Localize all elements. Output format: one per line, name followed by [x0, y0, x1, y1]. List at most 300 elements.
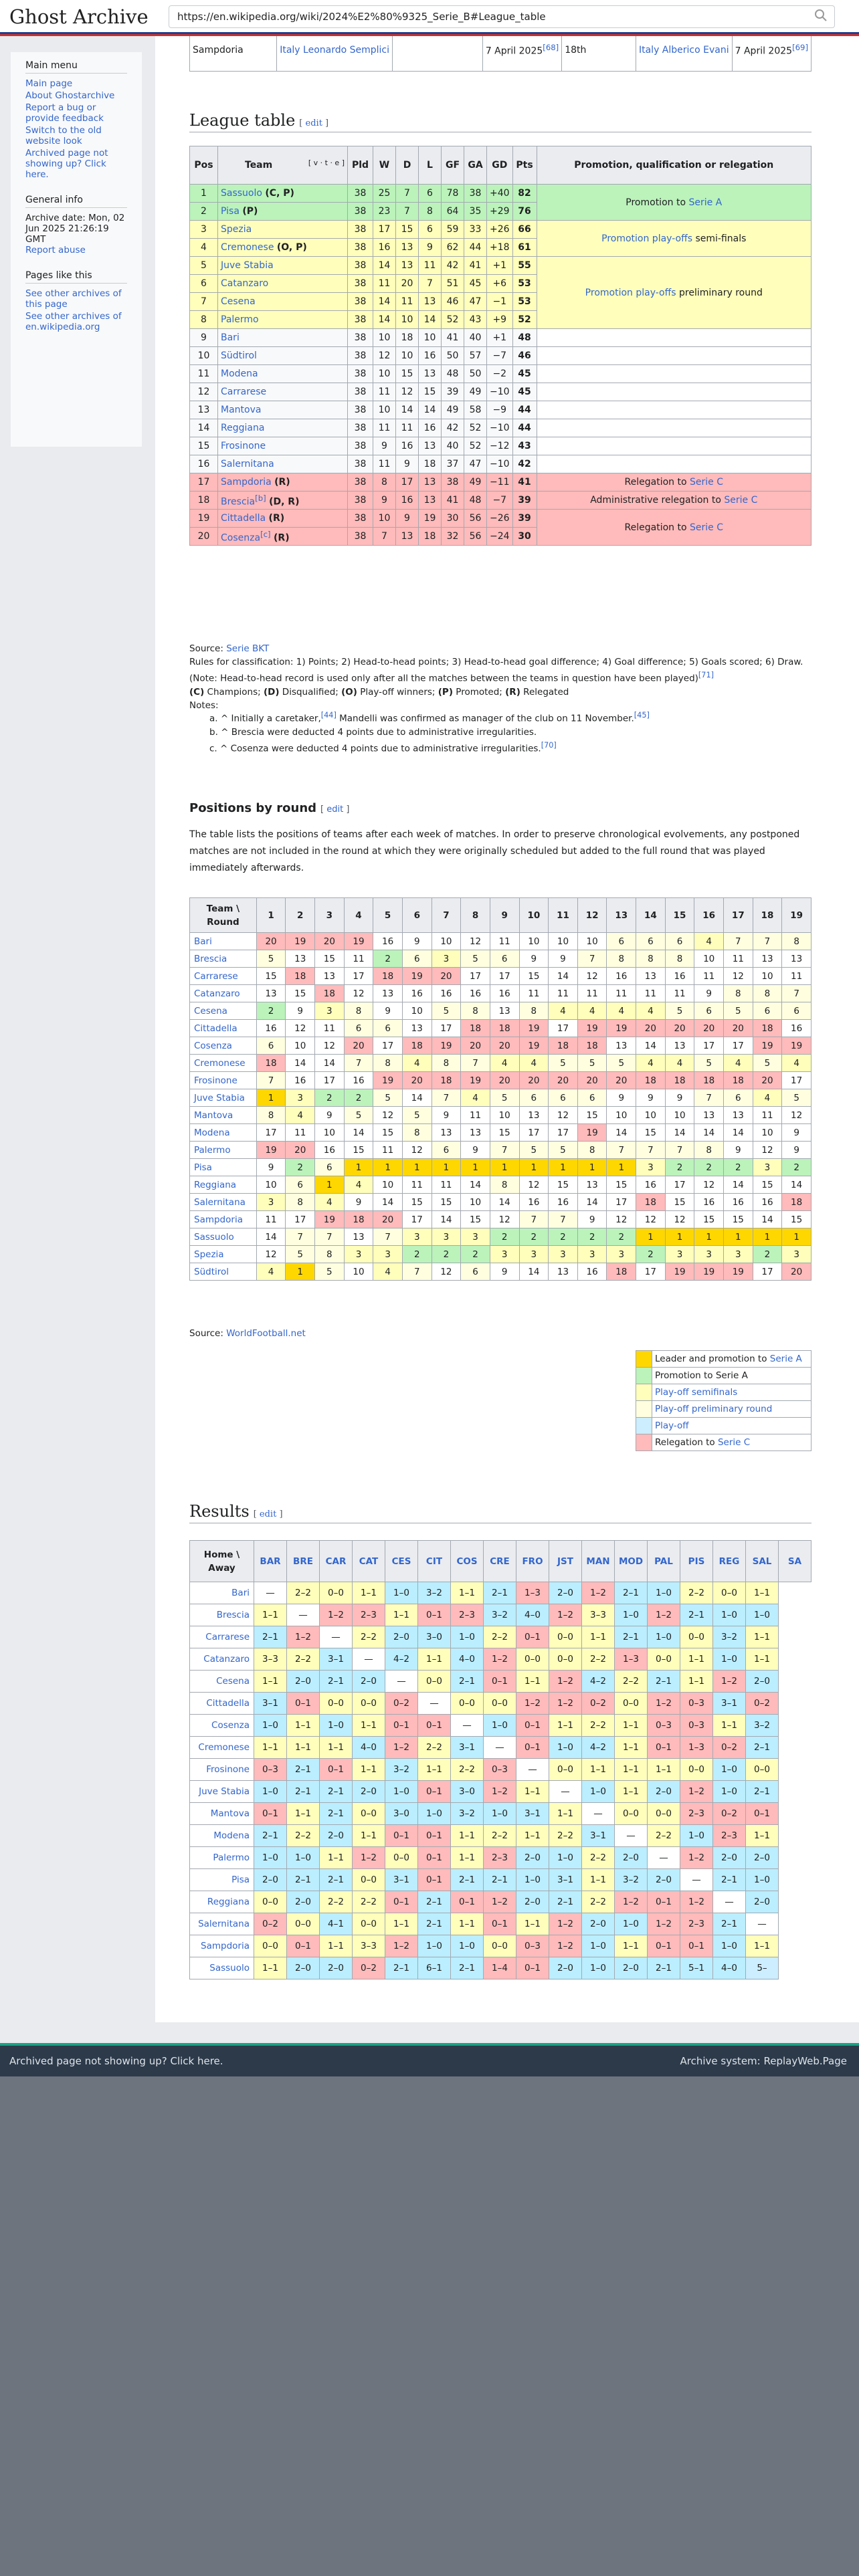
match-score-link[interactable]: 1–0	[295, 1852, 311, 1863]
match-score-link[interactable]: 0–3	[262, 1764, 278, 1775]
match-score-link[interactable]: 1–0	[623, 1919, 639, 1929]
match-score-link[interactable]: 2–0	[656, 1874, 672, 1885]
match-score-link[interactable]: 1–1	[459, 1588, 475, 1598]
match-score-link[interactable]: 2–3	[361, 1610, 377, 1620]
match-score-link[interactable]: 2–1	[492, 1874, 508, 1885]
match-score-link[interactable]: 2–2	[590, 1852, 606, 1863]
match-score-link[interactable]: 1–1	[590, 1874, 606, 1885]
match-score-link[interactable]: 1–1	[328, 1742, 344, 1753]
col-l[interactable]: L	[419, 146, 442, 185]
col-pld[interactable]: Pld	[348, 146, 373, 185]
match-score-link[interactable]: 1–1	[688, 1676, 704, 1687]
match-score-link[interactable]: 2–2	[590, 1654, 606, 1665]
match-score-link[interactable]: 0–1	[426, 1786, 442, 1797]
team-link[interactable]: Sassuolo	[194, 1231, 234, 1243]
source-link[interactable]: Serie BKT	[226, 643, 270, 654]
match-score-link[interactable]: 4–0	[721, 1963, 737, 1973]
match-score-link[interactable]: 1–0	[688, 1830, 704, 1841]
match-score-link[interactable]: 2–2	[557, 1830, 573, 1841]
away-team-header[interactable]: MOD	[615, 1541, 648, 1582]
sidebar-link[interactable]: Switch to the old website look	[25, 125, 102, 146]
match-score-link[interactable]: 1–0	[262, 1852, 278, 1863]
match-score-link[interactable]: 1–2	[393, 1742, 409, 1753]
match-score-link[interactable]: 2–0	[557, 1588, 573, 1598]
match-score-link[interactable]: 1–0	[721, 1941, 737, 1951]
team-link[interactable]: Cremonese	[194, 1057, 246, 1069]
team-link[interactable]: Brescia	[216, 1610, 250, 1620]
match-score-link[interactable]: 0–0	[557, 1654, 573, 1665]
match-score-link[interactable]: 2–0	[295, 1897, 311, 1907]
match-score-link[interactable]: 1–1	[721, 1720, 737, 1731]
match-score-link[interactable]: 2–1	[328, 1808, 344, 1819]
match-score-link[interactable]: 1–2	[492, 1786, 508, 1797]
match-score-link[interactable]: 2–1	[262, 1632, 278, 1642]
ghost-archive-logo[interactable]: Ghost Archive	[9, 5, 149, 28]
match-score-link[interactable]: 1–1	[524, 1786, 541, 1797]
match-score-link[interactable]: 3–3	[590, 1610, 606, 1620]
navbox-controls[interactable]: [ v · t · e ]	[308, 158, 345, 167]
team-link[interactable]: Reggiana	[194, 1179, 237, 1190]
match-score-link[interactable]: 0–1	[754, 1808, 770, 1819]
col-d[interactable]: D	[396, 146, 419, 185]
away-team-header[interactable]: FRO	[516, 1541, 549, 1582]
team-link[interactable]: Frosinone	[194, 1075, 237, 1086]
sidebar-link[interactable]: Main page	[25, 78, 73, 89]
team-link[interactable]: Cremonese	[198, 1742, 250, 1753]
match-score-link[interactable]: 1–2	[393, 1941, 409, 1951]
match-score-link[interactable]: 2–1	[459, 1874, 475, 1885]
team-link[interactable]: Salernitana	[221, 459, 274, 469]
match-score-link[interactable]: 2–1	[754, 1786, 770, 1797]
match-score-link[interactable]: 2–1	[688, 1610, 704, 1620]
match-score-link[interactable]: 2–1	[721, 1874, 737, 1885]
match-score-link[interactable]: 1–1	[557, 1808, 573, 1819]
team-link[interactable]: Bari	[231, 1588, 250, 1598]
match-score-link[interactable]: 0–1	[656, 1897, 672, 1907]
match-score-link[interactable]: 2–2	[361, 1897, 377, 1907]
team-link[interactable]: Brescia	[194, 953, 227, 964]
match-score-link[interactable]: 4–0	[459, 1654, 475, 1665]
away-team-header[interactable]: CES	[385, 1541, 418, 1582]
match-score-link[interactable]: 0–1	[426, 1610, 442, 1620]
edit-link[interactable]: [ edit ]	[253, 1509, 283, 1519]
match-score-link[interactable]: 1–2	[557, 1698, 573, 1709]
match-score-link[interactable]: 2–1	[328, 1874, 344, 1885]
match-score-link[interactable]: 1–2	[524, 1698, 541, 1709]
team-link[interactable]: Bari	[194, 936, 212, 947]
match-score-link[interactable]: 1–2	[557, 1610, 573, 1620]
match-score-link[interactable]: 2–0	[361, 1676, 377, 1687]
team-link[interactable]: Reggiana	[207, 1897, 250, 1907]
match-score-link[interactable]: 1–1	[623, 1941, 639, 1951]
team-link[interactable]: Cesena	[221, 296, 256, 307]
match-score-link[interactable]: 1–2	[492, 1654, 508, 1665]
match-score-link[interactable]: 2–2	[623, 1676, 639, 1687]
match-score-link[interactable]: 2–1	[656, 1963, 672, 1973]
match-score-link[interactable]: 1–2	[328, 1610, 344, 1620]
match-score-link[interactable]: 1–0	[492, 1720, 508, 1731]
match-score-link[interactable]: 1–1	[688, 1654, 704, 1665]
team-link[interactable]: Reggiana	[221, 423, 265, 433]
match-score-link[interactable]: 1–0	[623, 1610, 639, 1620]
match-score-link[interactable]: 0–1	[656, 1742, 672, 1753]
away-team-header[interactable]: REG	[713, 1541, 746, 1582]
match-score-link[interactable]: 1–2	[295, 1632, 311, 1642]
match-score-link[interactable]: 2–1	[656, 1676, 672, 1687]
match-score-link[interactable]: 1–0	[590, 1941, 606, 1951]
sidebar-link[interactable]: About Ghostarchive	[25, 90, 115, 101]
match-score-link[interactable]: 2–1	[295, 1764, 311, 1775]
match-score-link[interactable]: 0–0	[393, 1852, 409, 1863]
match-score-link[interactable]: 1–0	[721, 1786, 737, 1797]
match-score-link[interactable]: 0–0	[262, 1941, 278, 1951]
team-link[interactable]: Mantova	[221, 405, 262, 415]
match-score-link[interactable]: 0–0	[492, 1698, 508, 1709]
qualification-link[interactable]: Serie A	[688, 197, 723, 208]
match-score-link[interactable]: 2–2	[295, 1830, 311, 1841]
match-score-link[interactable]: 0–1	[524, 1720, 541, 1731]
team-link[interactable]: Palermo	[221, 314, 259, 325]
match-score-link[interactable]: 0–3	[656, 1720, 672, 1731]
match-score-link[interactable]: 3–1	[721, 1698, 737, 1709]
match-score-link[interactable]: 0–0	[361, 1874, 377, 1885]
match-score-link[interactable]: 2–0	[328, 1830, 344, 1841]
match-score-link[interactable]: 0–0	[361, 1808, 377, 1819]
match-score-link[interactable]: 0–0	[688, 1632, 704, 1642]
match-score-link[interactable]: 0–2	[590, 1698, 606, 1709]
match-score-link[interactable]: 2–0	[295, 1676, 311, 1687]
away-team-header[interactable]: SA	[779, 1541, 812, 1582]
match-score-link[interactable]: 1–3	[623, 1654, 639, 1665]
match-score-link[interactable]: 1–1	[295, 1742, 311, 1753]
match-score-link[interactable]: 1–2	[688, 1852, 704, 1863]
match-score-link[interactable]: 0–1	[295, 1941, 311, 1951]
match-score-link[interactable]: 0–2	[393, 1698, 409, 1709]
match-score-link[interactable]: 2–2	[492, 1632, 508, 1642]
match-score-link[interactable]: 2–2	[426, 1742, 442, 1753]
team-link[interactable]: Sampdoria	[194, 1214, 243, 1225]
away-team-header[interactable]: SAL	[746, 1541, 779, 1582]
team-link[interactable]: Cesena	[216, 1676, 250, 1687]
match-score-link[interactable]: 1–0	[524, 1874, 541, 1885]
team-link[interactable]: Mantova	[210, 1808, 250, 1819]
team-link[interactable]: Cittadella	[194, 1023, 237, 1034]
team-link[interactable]: Modena	[221, 368, 258, 379]
match-score-link[interactable]: 1–0	[557, 1742, 573, 1753]
match-score-link[interactable]: 2–0	[393, 1632, 409, 1642]
match-score-link[interactable]: 2–1	[557, 1897, 573, 1907]
col-ga[interactable]: GA	[464, 146, 487, 185]
match-score-link[interactable]: 2–2	[295, 1588, 311, 1598]
match-score-link[interactable]: 0–0	[623, 1808, 639, 1819]
match-score-link[interactable]: 2–1	[721, 1919, 737, 1929]
match-score-link[interactable]: 1–1	[754, 1941, 770, 1951]
team-link[interactable]: Cosenza	[211, 1720, 250, 1731]
qualification-link[interactable]: Promotion play-offs	[585, 287, 676, 298]
match-score-link[interactable]: 1–1	[459, 1852, 475, 1863]
match-score-link[interactable]: 1–1	[262, 1963, 278, 1973]
match-score-link[interactable]: 3–3	[262, 1654, 278, 1665]
match-score-link[interactable]: 2–2	[656, 1830, 672, 1841]
match-score-link[interactable]: 2–1	[492, 1588, 508, 1598]
match-score-link[interactable]: 2–2	[295, 1654, 311, 1665]
match-score-link[interactable]: 0–1	[393, 1720, 409, 1731]
match-score-link[interactable]: 2–1	[754, 1742, 770, 1753]
match-score-link[interactable]: 1–0	[459, 1632, 475, 1642]
match-score-link[interactable]: 3–1	[393, 1874, 409, 1885]
match-score-link[interactable]: 1–0	[262, 1786, 278, 1797]
match-score-link[interactable]: 1–1	[623, 1764, 639, 1775]
qualification-link[interactable]: Serie C	[690, 477, 723, 488]
team-link[interactable]: Cittadella	[206, 1698, 250, 1709]
match-score-link[interactable]: 1–1	[623, 1720, 639, 1731]
team-link[interactable]: Spezia	[194, 1249, 224, 1260]
match-score-link[interactable]: 0–1	[328, 1764, 344, 1775]
match-score-link[interactable]: 2–1	[459, 1963, 475, 1973]
match-score-link[interactable]: 1–1	[754, 1588, 770, 1598]
match-score-link[interactable]: 0–1	[295, 1698, 311, 1709]
match-score-link[interactable]: 1–1	[623, 1786, 639, 1797]
match-score-link[interactable]: 1–3	[688, 1742, 704, 1753]
match-score-link[interactable]: 0–2	[754, 1698, 770, 1709]
sidebar-link[interactable]: See other archives of en.wikipedia.org	[25, 311, 122, 332]
match-score-link[interactable]: 1–1	[524, 1830, 541, 1841]
match-score-link[interactable]: 1–1	[393, 1610, 409, 1620]
team-link[interactable]: Südtirol	[194, 1266, 229, 1277]
match-score-link[interactable]: 3–0	[459, 1786, 475, 1797]
away-team-header[interactable]: BAR	[254, 1541, 287, 1582]
sidebar-link[interactable]: Archived page not showing up? Click here.	[25, 148, 108, 180]
team-link[interactable]: Frosinone	[206, 1764, 250, 1775]
away-team-header[interactable]: PAL	[648, 1541, 680, 1582]
away-team-header[interactable]: PIS	[680, 1541, 713, 1582]
match-score-link[interactable]: 0–0	[688, 1764, 704, 1775]
match-score-link[interactable]: 1–1	[754, 1654, 770, 1665]
match-score-link[interactable]: 0–1	[524, 1742, 541, 1753]
match-score-link[interactable]: 1–0	[590, 1786, 606, 1797]
team-link[interactable]: Sampdoria	[221, 477, 272, 488]
match-score-link[interactable]: 3–1	[557, 1874, 573, 1885]
match-score-link[interactable]: 1–2	[688, 1897, 704, 1907]
match-score-link[interactable]: 0–1	[393, 1830, 409, 1841]
match-score-link[interactable]: 1–2	[656, 1698, 672, 1709]
match-score-link[interactable]: 2–2	[492, 1830, 508, 1841]
qualification-link[interactable]: Serie C	[724, 495, 758, 506]
team-link[interactable]: Juve Stabia	[221, 260, 274, 271]
away-team-header[interactable]: CRE	[484, 1541, 516, 1582]
match-score-link[interactable]: 3–3	[361, 1941, 377, 1951]
incoming-manager-link[interactable]: Italy Alberico Evani	[638, 44, 729, 56]
match-score-link[interactable]: 1–1	[361, 1764, 377, 1775]
match-score-link[interactable]: 0–2	[721, 1808, 737, 1819]
match-score-link[interactable]: 0–0	[656, 1808, 672, 1819]
match-score-link[interactable]: 3–0	[393, 1808, 409, 1819]
team-link[interactable]: Palermo	[194, 1144, 231, 1156]
away-team-header[interactable]: BRE	[287, 1541, 320, 1582]
match-score-link[interactable]: 1–2	[721, 1676, 737, 1687]
match-score-link[interactable]: 1–0	[459, 1941, 475, 1951]
match-score-link[interactable]: 1–3	[524, 1588, 541, 1598]
match-score-link[interactable]: 1–0	[656, 1632, 672, 1642]
team-link[interactable]: Cesena	[194, 1005, 227, 1016]
team-link[interactable]: Brescia	[221, 496, 256, 508]
match-score-link[interactable]: 1–0	[426, 1808, 442, 1819]
match-score-link[interactable]: 2–1	[295, 1874, 311, 1885]
match-score-link[interactable]: 0–1	[426, 1852, 442, 1863]
match-score-link[interactable]: 1–2	[656, 1610, 672, 1620]
match-score-link[interactable]: 0–0	[295, 1919, 311, 1929]
match-score-link[interactable]: 0–0	[262, 1897, 278, 1907]
match-score-link[interactable]: 1–0	[492, 1808, 508, 1819]
qualification-link[interactable]: Promotion play-offs	[601, 233, 693, 244]
sidebar-link[interactable]: See other archives of this page	[25, 288, 122, 310]
match-score-link[interactable]: 1–0	[393, 1786, 409, 1797]
col-pos[interactable]: Pos	[190, 146, 218, 185]
match-score-link[interactable]: 1–0	[754, 1874, 770, 1885]
team-link[interactable]: Cosenza	[194, 1040, 232, 1051]
match-score-link[interactable]: 0–1	[459, 1897, 475, 1907]
team-link[interactable]: Salernitana	[198, 1919, 250, 1929]
match-score-link[interactable]: 1–1	[295, 1720, 311, 1731]
match-score-link[interactable]: 1–1	[754, 1830, 770, 1841]
match-score-link[interactable]: 2–2	[590, 1720, 606, 1731]
match-score-link[interactable]: 0–0	[426, 1676, 442, 1687]
edit-link[interactable]: [ edit ]	[320, 804, 350, 815]
away-team-header[interactable]: MAN	[582, 1541, 615, 1582]
team-link[interactable]: Sassuolo	[209, 1963, 250, 1973]
match-score-link[interactable]: 0–1	[524, 1632, 541, 1642]
match-score-link[interactable]: 3–2	[754, 1720, 770, 1731]
team-link[interactable]: Carrarese	[194, 970, 238, 982]
match-score-link[interactable]: 2–0	[754, 1852, 770, 1863]
match-score-link[interactable]: 0–1	[426, 1874, 442, 1885]
match-score-link[interactable]: 0–0	[524, 1654, 541, 1665]
match-score-link[interactable]: 3–1	[590, 1830, 606, 1841]
match-score-link[interactable]: 4–2	[393, 1654, 409, 1665]
col-pts[interactable]: Pts	[512, 146, 537, 185]
match-score-link[interactable]: 3–1	[459, 1742, 475, 1753]
match-score-link[interactable]: 3–2	[459, 1808, 475, 1819]
match-score-link[interactable]: 2–1	[623, 1632, 639, 1642]
match-score-link[interactable]: 3–1	[262, 1698, 278, 1709]
match-score-link[interactable]: 2–1	[295, 1786, 311, 1797]
team-link[interactable]: Catanzaro	[221, 278, 269, 289]
match-score-link[interactable]: 1–0	[426, 1941, 442, 1951]
match-score-link[interactable]: 5–	[757, 1963, 767, 1973]
match-score-link[interactable]: 2–1	[262, 1830, 278, 1841]
sidebar-link[interactable]: Report abuse	[25, 245, 86, 255]
match-score-link[interactable]: 4–2	[590, 1742, 606, 1753]
match-score-link[interactable]: 0–1	[492, 1676, 508, 1687]
match-score-link[interactable]: 2–0	[262, 1874, 278, 1885]
away-team-header[interactable]: CAT	[353, 1541, 385, 1582]
match-score-link[interactable]: 0–0	[361, 1698, 377, 1709]
team-link[interactable]: Spezia	[221, 224, 252, 235]
match-score-link[interactable]: 0–1	[524, 1963, 541, 1973]
match-score-link[interactable]: 2–2	[590, 1897, 606, 1907]
url-input[interactable]: https://en.wikipedia.org/wiki/2024%E2%80%9325_Serie_B#League_table	[169, 5, 835, 28]
team-link[interactable]: Mantova	[194, 1109, 233, 1121]
match-score-link[interactable]: 2–1	[623, 1588, 639, 1598]
match-score-link[interactable]: 0–3	[524, 1941, 541, 1951]
match-score-link[interactable]: 0–0	[721, 1588, 737, 1598]
match-score-link[interactable]: 0–3	[688, 1698, 704, 1709]
team-link[interactable]: Juve Stabia	[199, 1786, 250, 1797]
match-score-link[interactable]: 0–3	[688, 1720, 704, 1731]
team-link[interactable]: Catanzaro	[203, 1654, 250, 1665]
match-score-link[interactable]: 1–1	[426, 1654, 442, 1665]
match-score-link[interactable]: 1–1	[361, 1720, 377, 1731]
match-score-link[interactable]: 1–1	[459, 1830, 475, 1841]
match-score-link[interactable]: 4–1	[328, 1919, 344, 1929]
archive-help-link[interactable]: Archived page not showing up? Click here.	[9, 2055, 223, 2067]
match-score-link[interactable]: 0–0	[623, 1698, 639, 1709]
match-score-link[interactable]: 0–0	[328, 1698, 344, 1709]
match-score-link[interactable]: 3–2	[492, 1610, 508, 1620]
team-link[interactable]: Bari	[221, 332, 240, 343]
match-score-link[interactable]: 1–0	[590, 1963, 606, 1973]
match-score-link[interactable]: 0–2	[361, 1963, 377, 1973]
match-score-link[interactable]: 0–2	[721, 1742, 737, 1753]
col-gd[interactable]: GD	[487, 146, 513, 185]
match-score-link[interactable]: 1–1	[557, 1720, 573, 1731]
match-score-link[interactable]: 2–0	[754, 1676, 770, 1687]
match-score-link[interactable]: 2–0	[295, 1963, 311, 1973]
edit-link[interactable]: [ edit ]	[299, 118, 329, 128]
match-score-link[interactable]: 1–2	[557, 1919, 573, 1929]
match-score-link[interactable]: 3–2	[426, 1588, 442, 1598]
match-score-link[interactable]: 1–1	[623, 1742, 639, 1753]
match-score-link[interactable]: 1–1	[361, 1830, 377, 1841]
team-link[interactable]: Salernitana	[194, 1196, 246, 1208]
col-team[interactable]: Team [ v · t · e ]	[218, 146, 348, 185]
match-score-link[interactable]: 0–0	[492, 1941, 508, 1951]
match-score-link[interactable]: 3–1	[524, 1808, 541, 1819]
match-score-link[interactable]: 2–3	[688, 1808, 704, 1819]
team-link[interactable]: Catanzaro	[194, 988, 240, 999]
match-score-link[interactable]: 4–2	[590, 1676, 606, 1687]
match-score-link[interactable]: 2–1	[459, 1676, 475, 1687]
match-score-link[interactable]: 2–0	[328, 1963, 344, 1973]
match-score-link[interactable]: 1–0	[393, 1588, 409, 1598]
match-score-link[interactable]: 0–1	[262, 1808, 278, 1819]
match-score-link[interactable]: 1–1	[590, 1632, 606, 1642]
match-score-link[interactable]: 1–4	[492, 1963, 508, 1973]
match-score-link[interactable]: 3–2	[721, 1632, 737, 1642]
match-score-link[interactable]: 1–1	[328, 1852, 344, 1863]
match-score-link[interactable]: 1–0	[262, 1720, 278, 1731]
match-score-link[interactable]: 1–1	[524, 1919, 541, 1929]
match-score-link[interactable]: 1–1	[393, 1919, 409, 1929]
match-score-link[interactable]: 1–1	[754, 1632, 770, 1642]
match-score-link[interactable]: 0–2	[262, 1919, 278, 1929]
match-score-link[interactable]: 1–1	[524, 1676, 541, 1687]
qualification-link[interactable]: Serie C	[690, 522, 723, 533]
match-score-link[interactable]: 1–0	[721, 1654, 737, 1665]
match-score-link[interactable]: 2–0	[524, 1852, 541, 1863]
match-score-link[interactable]: 2–0	[524, 1897, 541, 1907]
match-score-link[interactable]: 2–2	[361, 1632, 377, 1642]
match-score-link[interactable]: 2–1	[393, 1963, 409, 1973]
match-score-link[interactable]: 2–3	[721, 1830, 737, 1841]
match-score-link[interactable]: 1–1	[328, 1941, 344, 1951]
match-score-link[interactable]: 2–3	[688, 1919, 704, 1929]
team-link[interactable]: Pisa	[231, 1874, 250, 1885]
match-score-link[interactable]: 0–1	[656, 1941, 672, 1951]
col-gf[interactable]: GF	[442, 146, 464, 185]
match-score-link[interactable]: 2–2	[328, 1897, 344, 1907]
match-score-link[interactable]: 2–1	[328, 1676, 344, 1687]
